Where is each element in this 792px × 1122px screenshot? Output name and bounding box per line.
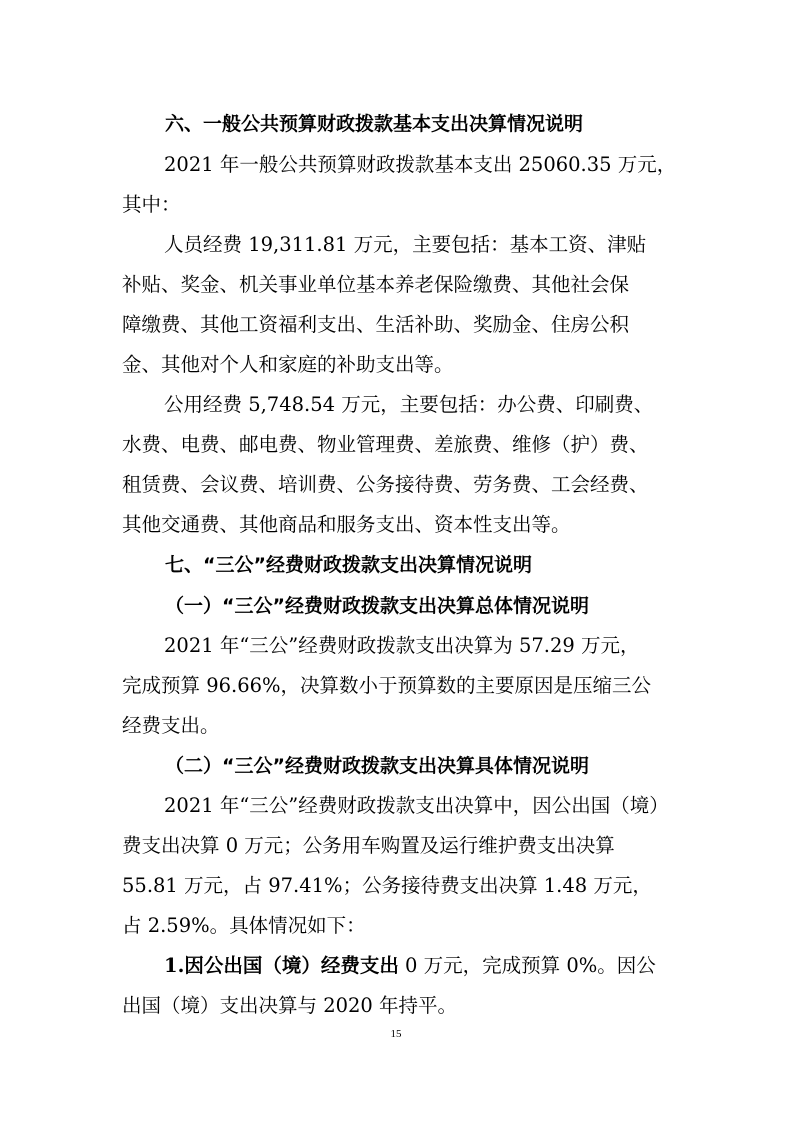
page-number: 15 xyxy=(390,1028,402,1040)
paragraph-line: 金、其他对个人和家庭的补助支出等。 xyxy=(122,353,454,376)
list-item-title: 1.因公出国（境）经费支出 xyxy=(164,954,399,977)
list-item-text: 0 万元，完成预算 0%。因公 xyxy=(398,954,656,977)
paragraph-line: 完成预算 96.66%，决算数小于预算数的主要原因是压缩三公 xyxy=(122,674,652,697)
paragraph-line: 人员经费 19,311.81 万元，主要包括：基本工资、津贴 xyxy=(164,233,647,256)
paragraph-line: 占 2.59%。具体情况如下： xyxy=(122,914,366,937)
section-heading: 六、一般公共预算财政拨款基本支出决算情况说明 xyxy=(165,113,584,135)
paragraph-line: 2021 年“三公”经费财政拨款支出决算为 57.29 万元， xyxy=(164,634,640,657)
paragraph-line: 55.81 万元，占 97.41%；公务接待费支出决算 1.48 万元， xyxy=(122,874,652,897)
paragraph-line: 公用经费 5,748.54 万元，主要包括：办公费、印刷费、 xyxy=(164,393,654,416)
paragraph-line: 水费、电费、邮电费、物业管理费、差旅费、维修（护）费、 xyxy=(122,433,649,456)
paragraph-line: 费支出决算 0 万元；公务用车购置及运行维护费支出决算 xyxy=(122,834,615,857)
section-heading: 七、“三公”经费财政拨款支出决算情况说明 xyxy=(165,554,532,576)
paragraph-line: 租赁费、会议费、培训费、公务接待费、劳务费、工会经费、 xyxy=(122,473,649,496)
paragraph-line: 2021 年一般公共预算财政拨款基本支出 25060.35 万元， xyxy=(164,153,677,176)
paragraph-line: 出国（境）支出决算与 2020 年持平。 xyxy=(122,994,458,1017)
paragraph-line: 经费支出。 xyxy=(122,714,220,737)
paragraph-line: 其他交通费、其他商品和服务支出、资本性支出等。 xyxy=(122,513,571,536)
paragraph-line: 障缴费、其他工资福利支出、生活补助、奖励金、住房公积 xyxy=(122,313,630,336)
list-item-line xyxy=(164,953,656,979)
subsection-heading: （二）“三公”经费财政拨款支出决算具体情况说明 xyxy=(165,755,589,777)
paragraph-line: 其中： xyxy=(122,193,181,216)
paragraph-line: 2021 年“三公”经费财政拨款支出决算中，因公出国（境） xyxy=(164,794,669,817)
paragraph-line: 补贴、奖金、机关事业单位基本养老保险缴费、其他社会保 xyxy=(122,273,630,296)
subsection-heading: （一）“三公”经费财政拨款支出决算总体情况说明 xyxy=(165,595,589,617)
